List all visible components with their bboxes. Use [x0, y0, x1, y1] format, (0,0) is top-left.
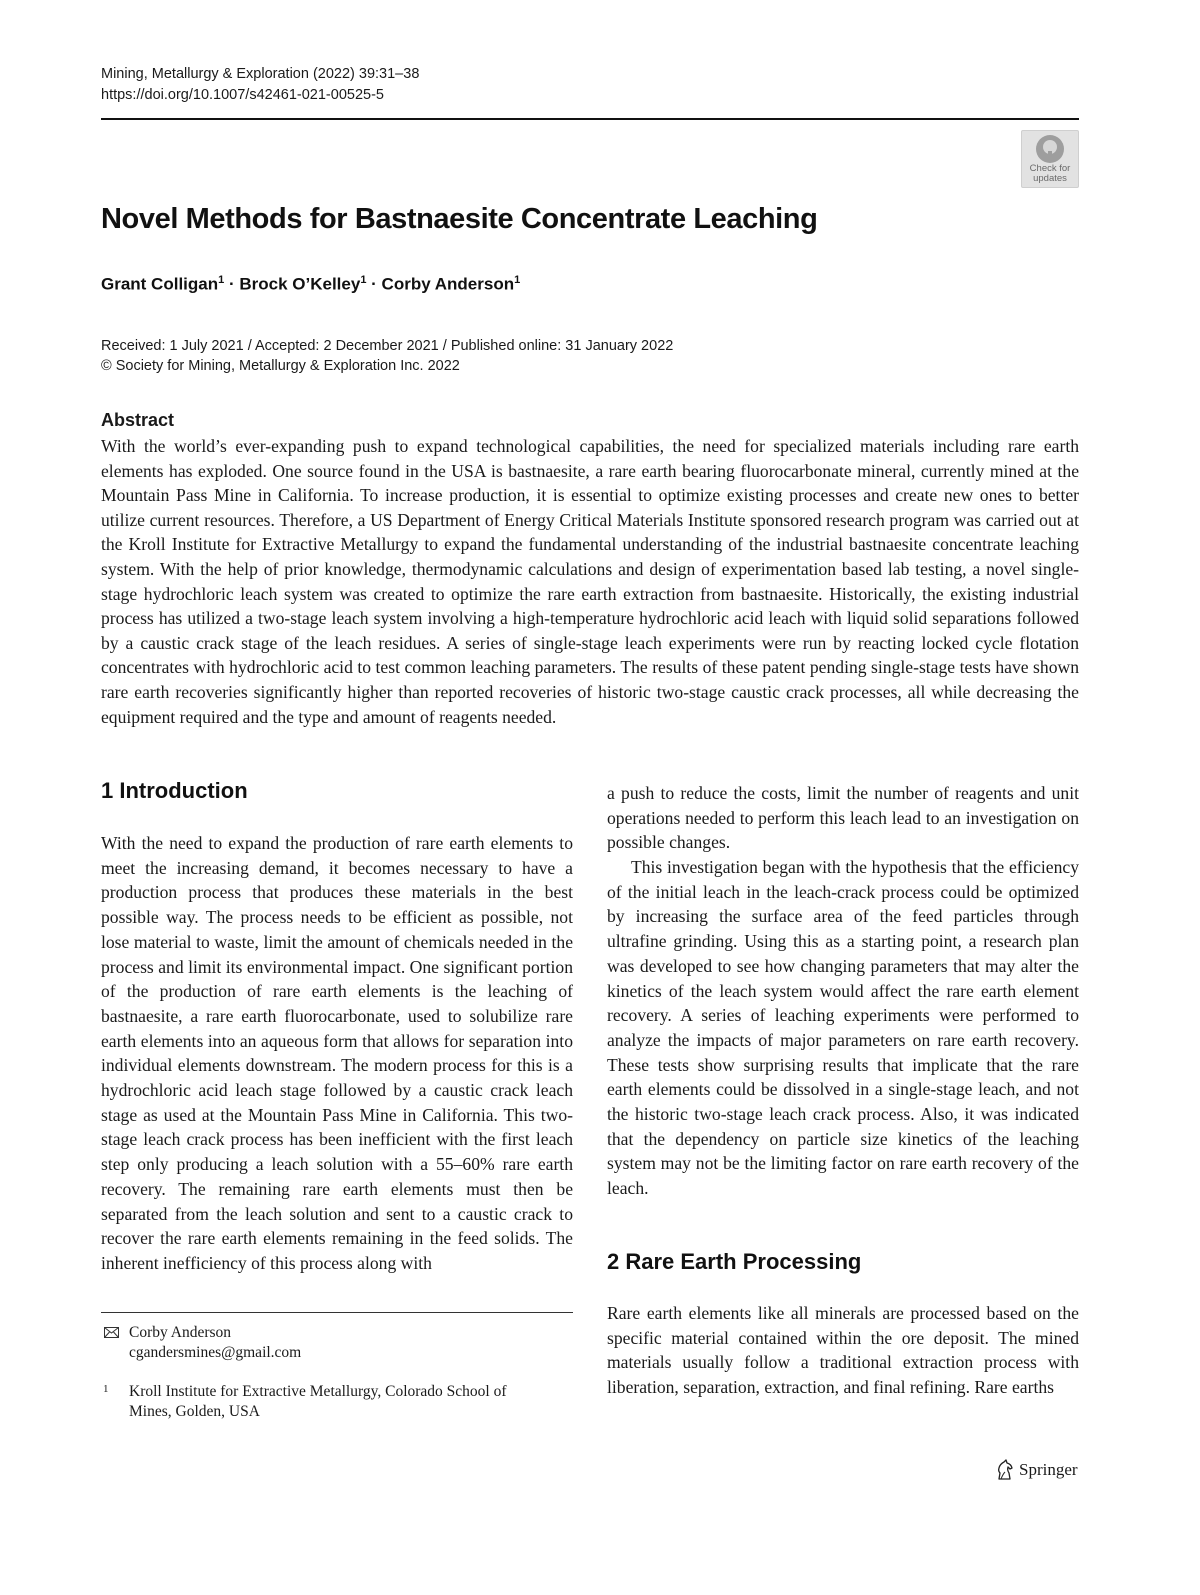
abstract-text: With the world’s ever-expanding push to expand technological capabilities, the need for specialized materials including rare earth elements has exploded. One source found in the USA is bastnaesite, a rare earth bearing fluorocarbonate mineral, currently mined at the Mountain Pass Mine in California. To increase production, it is essential to optimize existing processes and create new ones to better utilize current resources. Therefore, a US Department of Energy Critical Materials Institute sponsored research program was carried out at the Kroll Institute for Extractive Metallurgy to expand the fundamental understanding of the industrial bastnaesite concentrate leaching system. With the help of prior knowledge, thermodynamic calculations and design of experimentation based lab testing, a novel single-stage hydrochloric leach system was created to optimize the rare earth extraction from bastnaesite. Historically, the existing industrial process has utilized a two-stage leach system involving a high-temperature hydrochloric acid leach with liquid solid separations followed by a caustic crack stage of the leach residues. A series of single-stage leach experiments were run by reacting locked cycle flotation concentrates with hydrochloric acid to test common leaching parameters. The results of these patent pending single-stage tests have shown rare earth recoveries significantly higher than reported recoveries of historic two-stage caustic crack processes, all while decreasing the equipment required and the type and amount of reagents needed.: [101, 436, 1079, 727]
intro-paragraph-1-continued: a push to reduce the costs, limit the number of reagents and unit operations needed to perform this leach lead to an investigation on possible changes.: [607, 783, 1079, 853]
header-rule: [101, 118, 1079, 120]
doi-link[interactable]: https://doi.org/10.1007/s42461-021-00525-5: [101, 87, 384, 103]
section-heading-rare-earth-processing: 2 Rare Earth Processing: [607, 1249, 862, 1274]
check-for-updates-badge[interactable]: [1021, 130, 1079, 188]
affiliation-number: 1: [103, 1383, 109, 1395]
check-badge-line1: Check for: [1029, 163, 1071, 174]
springer-horse-icon: [995, 1459, 1015, 1481]
author-separator: ·: [366, 274, 382, 294]
corresponding-author-name: Corby Anderson: [129, 1324, 232, 1341]
author-affil-marker: 1: [514, 274, 521, 286]
author-affil-marker: 1: [218, 274, 225, 286]
springer-logo: [995, 1458, 1078, 1482]
author-affil-marker: 1: [360, 274, 367, 286]
envelope-icon: [104, 1327, 119, 1338]
history-dates: Received: 1 July 2021 / Accepted: 2 December 2021 / Published online: 31 January 2022: [101, 338, 674, 354]
check-updates-icon: [1036, 135, 1064, 163]
section-heading-introduction: 1 Introduction: [101, 778, 248, 803]
author-name[interactable]: Grant Colligan: [101, 274, 219, 294]
journal-header: [101, 64, 419, 106]
article-title: Novel Methods for Bastnaesite Concentrate Leaching: [101, 203, 818, 235]
author-name[interactable]: Brock O’Kelley: [239, 274, 361, 294]
author-name[interactable]: Corby Anderson: [381, 274, 515, 294]
copyright-line: © Society for Mining, Metallurgy & Exploration Inc. 2022: [101, 358, 460, 374]
affiliation-text: Kroll Institute for Extractive Metallurgy, Colorado School of Mines, Golden, USA: [129, 1383, 507, 1420]
author-list: [101, 274, 520, 295]
footnote-rule: [101, 1312, 573, 1313]
corresponding-author: [129, 1323, 301, 1363]
rare-earth-processing-paragraph-1: Rare earth elements like all minerals are processed based on the specific material contained within the ore deposit. The mined materials usually follow a traditional extraction process with liberation, separation, extraction, and final refining. Rare earths: [607, 1303, 1079, 1398]
intro-paragraph-1: With the need to expand the production of rare earth elements to meet the increasing demand, it becomes necessary to have a production process that produces these materials in the best possible way. The process needs to be efficient as possible, not lose material to waste, limit the amount of chemicals needed in the process and limit its environmental impact. One significant portion of the production of rare earth elements is the leaching of bastnaesite, a rare earth fluorocarbonate, used to solubilize rare earth elements into an aqueous form that allows for separation into individual elements downstream. The modern process for this is a hydrochloric acid leach stage followed by a caustic crack leach stage as used at the Mountain Pass Mine in California. This two-stage leach crack process has been inefficient with the first leach step only producing a leach solution with a 55–60% rare earth recovery. The remaining rare earth elements must then be separated from the leach solution and sent to a caustic crack to recover the rare earth elements remaining in the feed solids. The inherent inefficiency of this process along with: [101, 833, 573, 1273]
abstract-heading: Abstract: [101, 410, 175, 430]
check-badge-line2: updates: [1033, 173, 1067, 184]
publication-dates: [101, 336, 673, 376]
intro-paragraph-2: This investigation began with the hypothesis that the efficiency of the initial leach in the leach-crack process could be optimized by increasing the surface area of the feed particles through ultrafine grinding. Using this as a starting point, a research plan was developed to see how changing parameters that may alter the kinetics of the leach system would affect the rare earth element recovery. A series of leaching experiments were performed to analyze the impacts of major parameters on rare earth recovery. These tests show surprising results that implicate that the rare earth elements could be dissolved in a single-stage leach, and not the historic two-stage leach crack process. Also, it was indicated that the dependency on particle size kinetics of the leaching system may not be the limiting factor on rare earth recovery of the leach.: [607, 857, 1079, 1199]
publisher-name: Springer: [1019, 1460, 1078, 1479]
corresponding-author-email[interactable]: cgandersmines@gmail.com: [129, 1344, 302, 1361]
author-separator: ·: [224, 274, 240, 294]
journal-citation: Mining, Metallurgy & Exploration (2022) 39:31–38: [101, 66, 420, 82]
